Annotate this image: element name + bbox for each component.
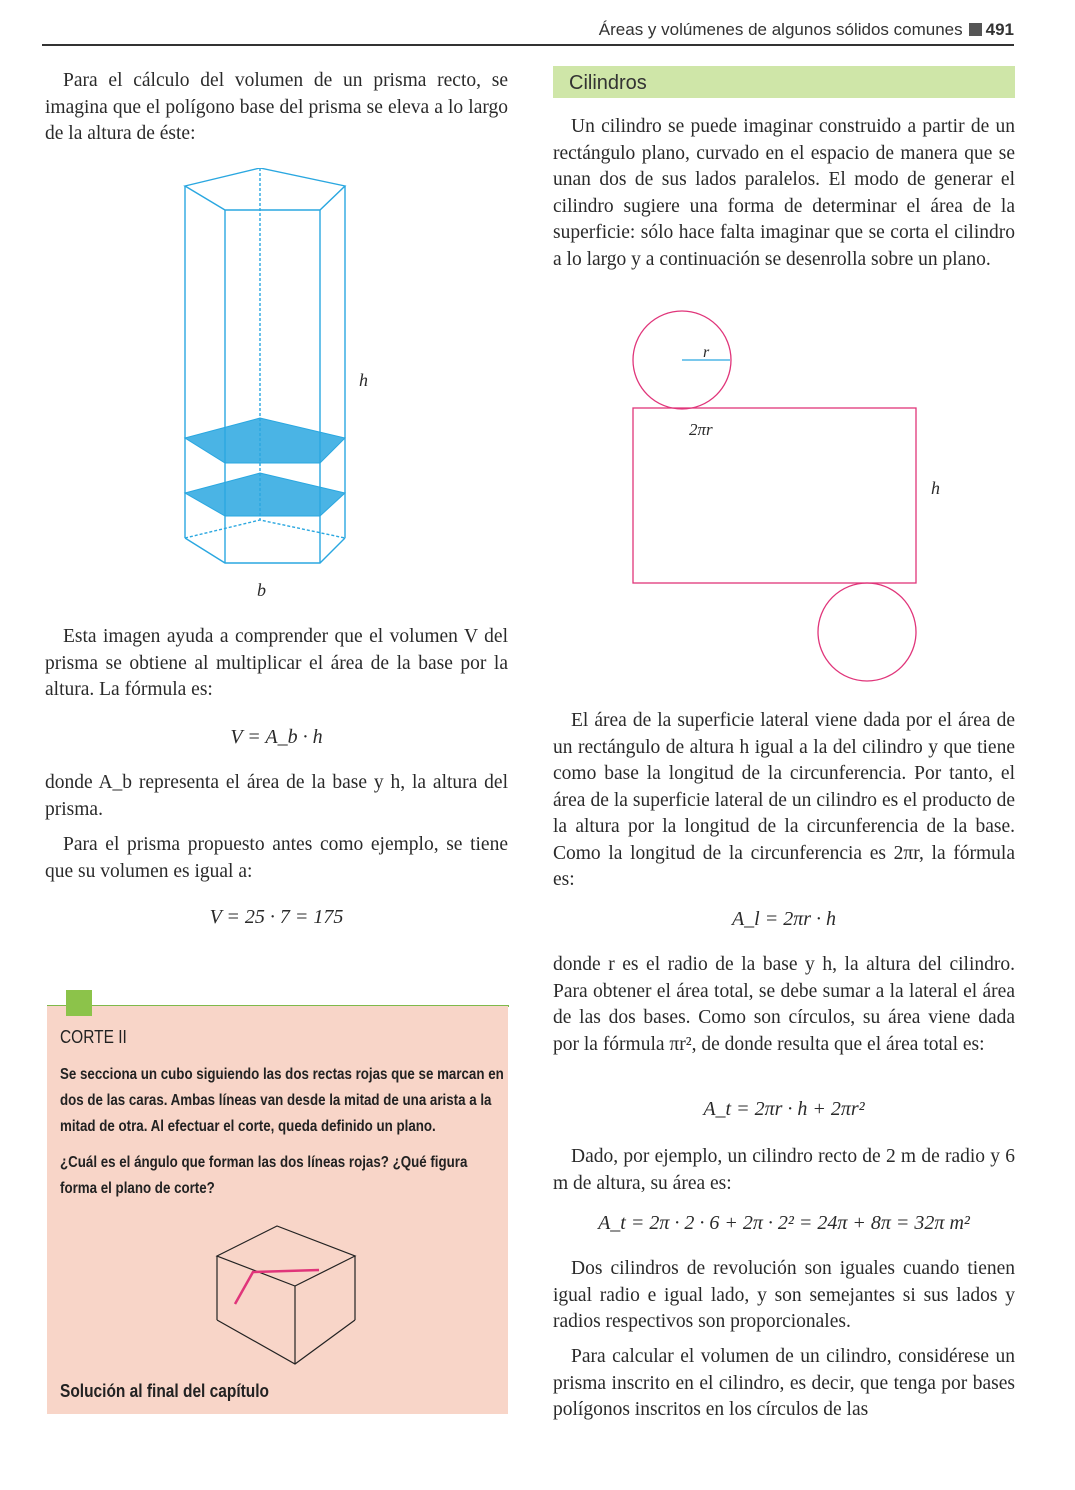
lateral-area-explanation: El área de la superficie lateral viene dada por el área de un rectángulo de altura h igual a la del cilindro y que tiene como base la longitud de la circunferencia. Por tanto, el área de la superficie lateral de un cilindro es el producto de la altura por la longitud de la circunferencia de la base. Como la longitud de la circunferencia es 2πr, la fórmula es: [553, 710, 1015, 890]
total-area-formula: A_t = 2πr · h + 2πr² [703, 1098, 865, 1120]
prism-section-upper [185, 418, 345, 463]
chapter-title: Áreas y volúmenes de algunos sólidos comunes [598, 20, 963, 39]
solution-note: Solución al final del capítulo [60, 1381, 270, 1401]
prism-volume-formula: V = A_b · h [230, 726, 323, 748]
page-header [42, 18, 1014, 46]
running-title [599, 20, 1014, 40]
total-area-explanation: donde r es el radio de la base y h, la altura del cilindro. Para obtener el área total, se debe sumar a la lateral el área de las dos bases. Como son círculos, su área viene dada por la fórmula πr², de donde resulta que el área total es: [553, 954, 1015, 1055]
lateral-rectangle [633, 408, 916, 583]
circumference-label: 2πr [689, 420, 713, 439]
corte-question: ¿Cuál es el ángulo que forman las dos líneas rojas? ¿Qué figura forma el plano de corte? [60, 1154, 468, 1197]
cylinder-net-diagram [629, 310, 929, 685]
prism-base-label: b [257, 580, 266, 600]
corte-statement: Se secciona un cubo siguiendo las dos rectas rojas que se marcan en dos de las caras. Ambas líneas van desde la mitad de una arista a la mitad de otra. Al efectuar el corte, queda definido un plano. [60, 1066, 504, 1135]
lateral-area-formula: A_l = 2πr · h [731, 908, 837, 930]
corte-title: CORTE II [60, 1027, 127, 1047]
radius-label: r [703, 344, 710, 361]
prism-diagram [175, 168, 415, 588]
prism-example-intro: Para el prisma propuesto antes como ejemplo, se tiene que su volumen es igual a: [45, 834, 508, 882]
cut-lines [235, 1270, 319, 1304]
cylinder-example-intro: Dado, por ejemplo, un cilindro recto de 2 m de radio y 6 m de altura, su área es: [553, 1146, 1015, 1194]
cylinder-equality: Dos cilindros de revolución son iguales cuando tienen igual radio e igual lado, y son semejantes si sus lados y radios respectivos son proporcionales. [553, 1258, 1015, 1332]
prism-volume-result: V = 25 · 7 = 175 [209, 906, 344, 928]
section-heading: Cilindros [553, 66, 1015, 98]
prism-section-lower [185, 473, 345, 516]
page-number: 491 [985, 20, 1014, 39]
cylinder-volume-intro: Para calcular el volumen de un cilindro, considérese un prisma inscrito en el cilindro, es decir, que tenga por bases polígonos inscritos en los círculos de las [553, 1346, 1015, 1420]
box-accent-tab [66, 990, 92, 1016]
cylinder-height-label: h [931, 478, 940, 498]
corte-box [47, 1006, 508, 1414]
base-area-definition: donde A_b representa el área de la base y h, la altura del prisma. [45, 772, 508, 820]
cylinder-area-result: A_t = 2π · 2 · 6 + 2π · 2² = 24π + 8π = 32π m² [598, 1212, 970, 1234]
volume-explanation: Esta imagen ayuda a comprender que el volumen V del prisma se obtiene al multiplicar el área de la base por la altura. La fórmula es: [45, 626, 508, 700]
cylinder-intro: Un cilindro se puede imaginar construido a partir de un rectángulo plano, curvado en el espacio de manera que se unan dos de sus lados paralelos. El modo de generar el cilindro sugiere una forma de determinar el área de la superficie: sólo hace falta imaginar que se corta el cilindro a lo largo y a continuación se desenrolla sobre un plano. [553, 116, 1015, 270]
prism-intro: Para el cálculo del volumen de un prisma recto, se imagina que el polígono base del prisma se eleva a lo largo de la altura de éste: [45, 70, 508, 144]
bottom-base-circle [818, 583, 916, 681]
square-bullet-icon [969, 23, 982, 36]
prism-height-label: h [359, 370, 368, 390]
cube-diagram [213, 1224, 363, 1369]
